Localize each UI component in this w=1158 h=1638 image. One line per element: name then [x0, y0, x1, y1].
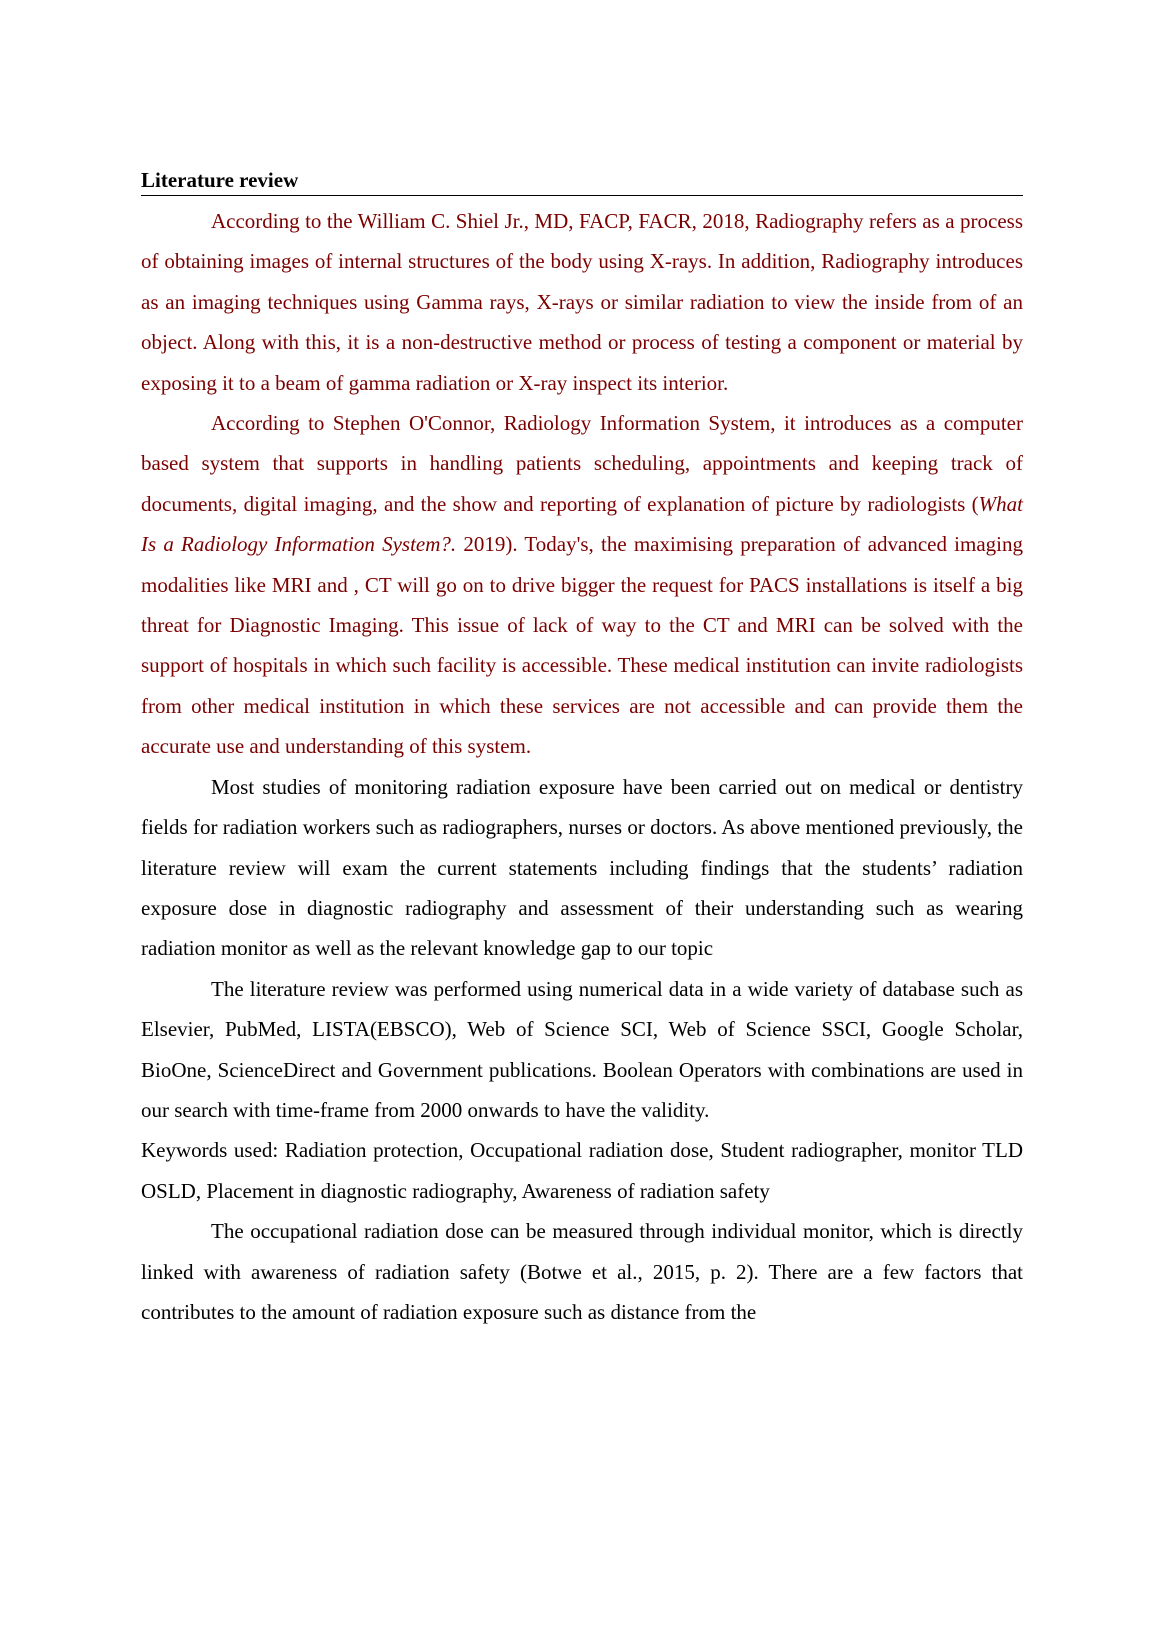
paragraph-keywords: Keywords used: Radiation protection, Occupational radiation dose, Student radiographer, monitor TLD OSLD, Placement in diagnostic radiography, Awareness of radiation safety [141, 1138, 1023, 1203]
document-page [141, 166, 1023, 1332]
citation-title: What Is a Radiology Information System?. [141, 491, 1023, 557]
paragraph-radiology-information-system [141, 403, 1023, 767]
paragraph-monitoring-studies: Most studies of monitoring radiation exposure have been carried out on medical or dentistry fields for radiation workers such as radiographers, nurses or doctors. As above mentioned previously, the literature review will exam the current statements including findings that the students’ radiation exposure dose in diagnostic radiography and assessment of their understanding such as wearing radiation monitor as well as the relevant knowledge gap to our topic [141, 774, 1023, 961]
section-heading: Literature review [141, 166, 1023, 196]
paragraph-occupational-dose: The occupational radiation dose can be measured through individual monitor, which is directly linked with awareness of radiation safety (Botwe et al., 2015, p. 2). There are a few factors that contributes to the amount of radiation exposure such as distance from the [141, 1219, 1023, 1324]
paragraph-text-before-citation: According to Stephen O'Connor, Radiology Information System, it introduces as a computer based system that supports in handling patients scheduling, appointments and keeping track of documents, digital imaging, and the show and reporting of explanation of picture by radiologists ( [141, 411, 1023, 516]
paragraph-radiography-definition: According to the William C. Shiel Jr., MD, FACP, FACR, 2018, Radiography refers as a process of obtaining images of internal structures of the body using X-rays. In addition, Radiography introduces as an imaging techniques using Gamma rays, X-rays or similar radiation to view the inside from of an object. Along with this, it is a non-destructive method or process of testing a component or material by exposing it to a beam of gamma radiation or X-ray inspect its interior. [141, 209, 1023, 395]
paragraph-search-method: The literature review was performed using numerical data in a wide variety of database such as Elsevier, PubMed, LISTA(EBSCO), Web of Science SCI, Web of Science SSCI, Google Scholar, BioOne, ScienceDirect and Government publications. Boolean Operators with combinations are used in our search with time-frame from 2000 onwards to have the validity. [141, 976, 1023, 1122]
paragraph-text-after-citation: 2019). Today's, the maximising preparation of advanced imaging modalities like MRI and , CT will go on to drive bigger the request for PACS installations is itself a big threat for Diagnostic Imaging. This issue of lack of way to the CT and MRI can be solved with the support of hospitals in which such facility is accessible. These medical institution can invite radiologists from other medical institution in which these services are not accessible and can provide them the accurate use and understanding of this system. [141, 532, 1023, 759]
